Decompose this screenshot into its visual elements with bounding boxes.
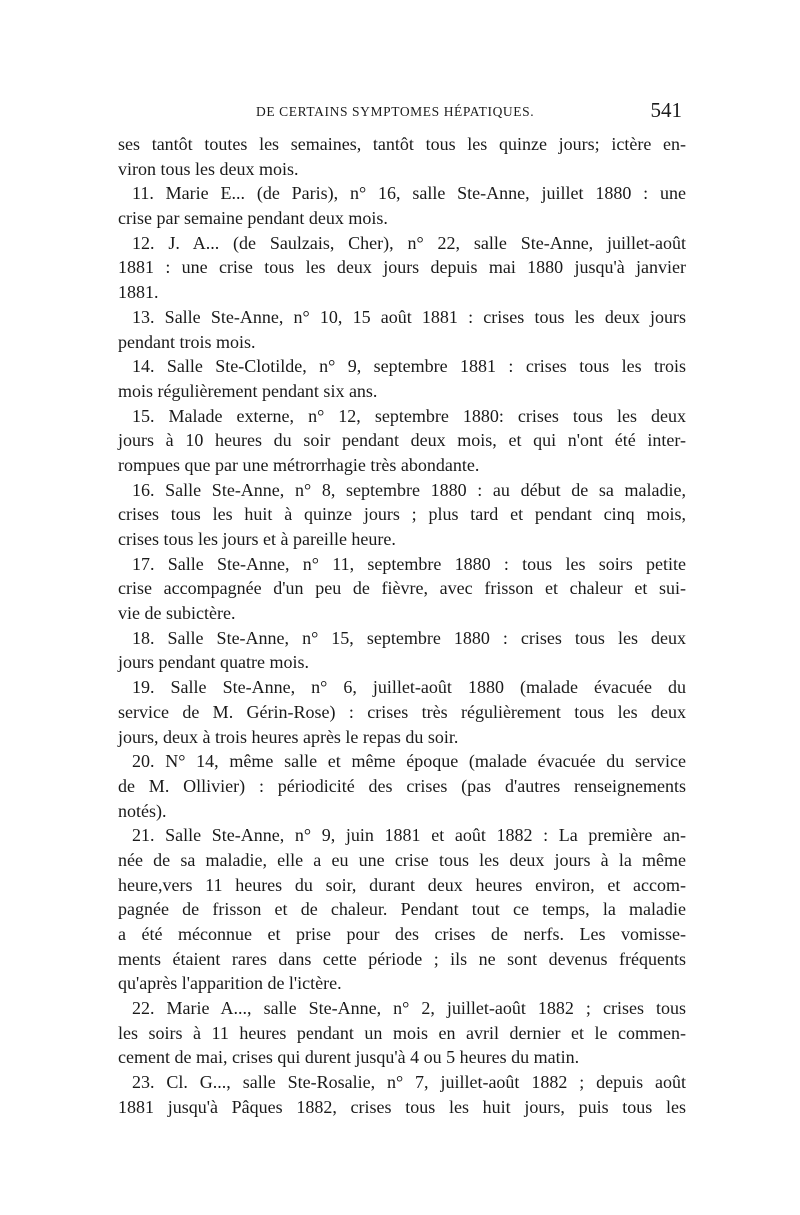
text-line: 15. Malade externe, n° 12, septembre 1880: crises tous les deux (132, 405, 686, 426)
page-number: 541 (650, 98, 682, 122)
text-line: de M. Ollivier) : périodicité des crises (pas d'autres renseignements (118, 775, 686, 796)
text-line: 14. Salle Ste-Clotilde, n° 9, septembre 1881 : crises tous les trois (132, 356, 686, 377)
text-line: vie de subictère. (118, 603, 236, 624)
text-line: 21. Salle Ste-Anne, n° 9, juin 1881 et août 1882 : La première an- (132, 825, 686, 846)
text-line: 17. Salle Ste-Anne, n° 11, septembre 1880 : tous les soirs petite (132, 553, 686, 574)
running-title: DE CERTAINS SYMPTOMES HÉPATIQUES. (256, 104, 535, 119)
text-line: ments étaient rares dans cette période ; ils ne sont devenus fréquents (118, 948, 686, 969)
text-line: jours pendant quatre mois. (118, 652, 309, 673)
text-line: 16. Salle Ste-Anne, n° 8, septembre 1880 : au début de sa maladie, (132, 479, 686, 500)
text-line: ses tantôt toutes les semaines, tantôt tous les quinze jours; ictère en- (118, 134, 686, 154)
body-text (118, 132, 686, 1120)
text-line: 23. Cl. G..., salle Ste-Rosalie, n° 7, juillet-août 1882 ; depuis août (132, 1072, 686, 1093)
text-line: a été méconnue et prise pour des crises de nerfs. Les vomisse- (118, 924, 686, 944)
text-line: rompues que par une métrorrhagie très abondante. (118, 454, 480, 475)
text-line: crise par semaine pendant deux mois. (118, 208, 388, 229)
text-line: heure,vers 11 heures du soir, durant deux heures environ, et accom- (118, 874, 686, 895)
text-line: pendant trois mois. (118, 331, 256, 352)
text-line: crises tous les jours et à pareille heure. (118, 529, 396, 549)
text-line: 12. J. A... (de Saulzais, Cher), n° 22, salle Ste-Anne, juillet-août (132, 232, 686, 253)
text-line: 18. Salle Ste-Anne, n° 15, septembre 1880 : crises tous les deux (132, 627, 686, 648)
text-line: qu'après l'apparition de l'ictère. (118, 973, 342, 994)
text-line: viron tous les deux mois. (118, 158, 299, 179)
text-line: crises tous les huit à quinze jours ; plus tard et pendant cinq mois, (118, 504, 686, 525)
text-line: 20. N° 14, même salle et même époque (malade évacuée du service (132, 751, 686, 772)
text-line: jours à 10 heures du soir pendant deux mois, et qui n'ont été inter- (118, 430, 686, 451)
text-line: 19. Salle Ste-Anne, n° 6, juillet-août 1880 (malade évacuée du (132, 677, 686, 698)
text-line: 13. Salle Ste-Anne, n° 10, 15 août 1881 : crises tous les deux jours (132, 306, 686, 327)
text-line: 1881 : une crise tous les deux jours depuis mai 1880 jusqu'à janvier (118, 257, 686, 278)
text-line: service de M. Gérin-Rose) : crises très régulièrement tous les deux (118, 701, 686, 722)
text-line: notés). (118, 800, 167, 821)
text-line: crise accompagnée d'un peu de fièvre, avec frisson et chaleur et sui- (118, 578, 686, 599)
text-line: pagnée de frisson et de chaleur. Pendant tout ce temps, la maladie (118, 899, 686, 920)
text-line: 11. Marie E... (de Paris), n° 16, salle Ste-Anne, juillet 1880 : une (132, 183, 686, 204)
text-line: cement de mai, crises qui durent jusqu'à 4 ou 5 heures du matin. (118, 1047, 580, 1068)
text-line: née de sa maladie, elle a eu une crise tous les deux jours à la même (118, 849, 686, 870)
text-line: mois régulièrement pendant six ans. (118, 380, 378, 401)
text-line: jours, deux à trois heures après le repas du soir. (118, 726, 459, 747)
text-line: 22. Marie A..., salle Ste-Anne, n° 2, juillet-août 1882 ; crises tous (132, 998, 686, 1019)
text-line: les soirs à 11 heures pendant un mois en avril dernier et le commen- (118, 1022, 686, 1043)
text-line: 1881. (118, 282, 159, 303)
text-line: 1881 jusqu'à Pâques 1882, crises tous les huit jours, puis tous les (118, 1096, 686, 1117)
running-header (118, 98, 688, 128)
